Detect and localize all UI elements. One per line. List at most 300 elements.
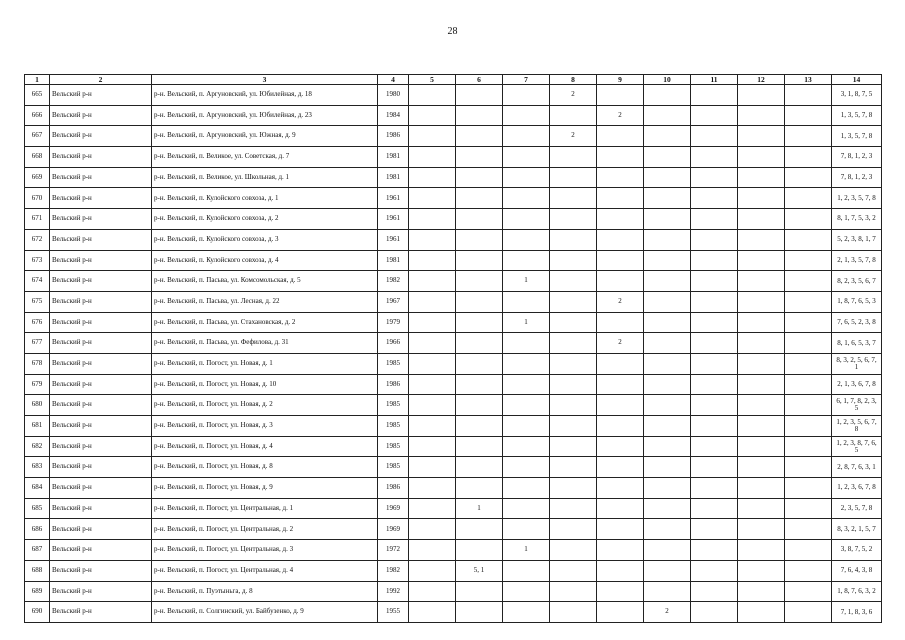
cell-col-2: Вельский р-н bbox=[50, 167, 152, 188]
cell-col-5 bbox=[409, 560, 456, 581]
cell-col-13 bbox=[785, 602, 832, 623]
cell-col-11 bbox=[691, 560, 738, 581]
cell-col-6 bbox=[456, 374, 503, 395]
table-row bbox=[25, 353, 882, 374]
cell-col-6 bbox=[456, 333, 503, 354]
cell-col-11 bbox=[691, 374, 738, 395]
cell-col-12 bbox=[738, 602, 785, 623]
cell-col-11 bbox=[691, 147, 738, 168]
cell-col-3: р-н. Вельский, п. Пасьва, ул. Фефилова, д. 31 bbox=[152, 333, 378, 354]
cell-col-1: 682 bbox=[25, 436, 50, 457]
table-row bbox=[25, 540, 882, 561]
cell-col-8 bbox=[550, 353, 597, 374]
cell-col-11 bbox=[691, 126, 738, 147]
cell-col-4: 1985 bbox=[378, 436, 409, 457]
cell-col-10 bbox=[644, 126, 691, 147]
cell-col-13 bbox=[785, 498, 832, 519]
cell-col-11 bbox=[691, 167, 738, 188]
cell-col-14: 7, 8, 1, 2, 3 bbox=[832, 167, 882, 188]
cell-col-12 bbox=[738, 250, 785, 271]
cell-col-1: 678 bbox=[25, 353, 50, 374]
cell-col-2: Вельский р-н bbox=[50, 85, 152, 106]
cell-col-6 bbox=[456, 457, 503, 478]
cell-col-8 bbox=[550, 147, 597, 168]
cell-col-12 bbox=[738, 105, 785, 126]
table-row bbox=[25, 250, 882, 271]
cell-col-2: Вельский р-н bbox=[50, 229, 152, 250]
column-header-11: 11 bbox=[691, 75, 738, 85]
cell-col-11 bbox=[691, 105, 738, 126]
cell-col-9 bbox=[597, 167, 644, 188]
cell-col-4: 1981 bbox=[378, 250, 409, 271]
cell-col-6 bbox=[456, 478, 503, 499]
cell-col-10 bbox=[644, 167, 691, 188]
table-row bbox=[25, 312, 882, 333]
cell-col-10 bbox=[644, 271, 691, 292]
cell-col-12 bbox=[738, 457, 785, 478]
column-header-6: 6 bbox=[456, 75, 503, 85]
cell-col-11 bbox=[691, 436, 738, 457]
cell-col-3: р-н. Вельский, п. Великое, ул. Советская, д. 7 bbox=[152, 147, 378, 168]
cell-col-4: 1985 bbox=[378, 395, 409, 416]
cell-col-3: р-н. Вельский, п. Погост, ул. Центральная, д. 1 bbox=[152, 498, 378, 519]
cell-col-12 bbox=[738, 540, 785, 561]
table-row bbox=[25, 85, 882, 106]
cell-col-10: 2 bbox=[644, 602, 691, 623]
cell-col-8 bbox=[550, 291, 597, 312]
cell-col-11 bbox=[691, 478, 738, 499]
cell-col-3: р-н. Вельский, п. Пасьва, ул. Стахановская, д. 2 bbox=[152, 312, 378, 333]
cell-col-2: Вельский р-н bbox=[50, 126, 152, 147]
cell-col-7 bbox=[503, 416, 550, 437]
cell-col-10 bbox=[644, 519, 691, 540]
cell-col-12 bbox=[738, 498, 785, 519]
cell-col-10 bbox=[644, 395, 691, 416]
cell-col-5 bbox=[409, 333, 456, 354]
cell-col-11 bbox=[691, 333, 738, 354]
cell-col-6 bbox=[456, 105, 503, 126]
cell-col-8 bbox=[550, 540, 597, 561]
cell-col-13 bbox=[785, 416, 832, 437]
column-header-14: 14 bbox=[832, 75, 882, 85]
cell-col-4: 1985 bbox=[378, 416, 409, 437]
cell-col-9 bbox=[597, 395, 644, 416]
cell-col-4: 1969 bbox=[378, 519, 409, 540]
cell-col-13 bbox=[785, 271, 832, 292]
column-header-9: 9 bbox=[597, 75, 644, 85]
cell-col-5 bbox=[409, 602, 456, 623]
cell-col-7 bbox=[503, 167, 550, 188]
cell-col-5 bbox=[409, 416, 456, 437]
cell-col-2: Вельский р-н bbox=[50, 581, 152, 602]
cell-col-5 bbox=[409, 519, 456, 540]
cell-col-13 bbox=[785, 519, 832, 540]
cell-col-3: р-н. Вельский, п. Кулойского совхоза, д. 3 bbox=[152, 229, 378, 250]
column-header-13: 13 bbox=[785, 75, 832, 85]
table-row bbox=[25, 478, 882, 499]
table-row bbox=[25, 105, 882, 126]
cell-col-11 bbox=[691, 602, 738, 623]
cell-col-11 bbox=[691, 188, 738, 209]
cell-col-3: р-н. Вельский, п. Погост, ул. Новая, д. 1 bbox=[152, 353, 378, 374]
cell-col-3: р-н. Вельский, п. Погост, ул. Центральная, д. 2 bbox=[152, 519, 378, 540]
cell-col-8 bbox=[550, 374, 597, 395]
cell-col-7: 1 bbox=[503, 540, 550, 561]
cell-col-8 bbox=[550, 167, 597, 188]
cell-col-12 bbox=[738, 519, 785, 540]
cell-col-13 bbox=[785, 188, 832, 209]
cell-col-4: 1985 bbox=[378, 353, 409, 374]
table-row bbox=[25, 436, 882, 457]
cell-col-13 bbox=[785, 147, 832, 168]
cell-col-7 bbox=[503, 333, 550, 354]
cell-col-13 bbox=[785, 436, 832, 457]
cell-col-1: 667 bbox=[25, 126, 50, 147]
table-row bbox=[25, 209, 882, 230]
cell-col-2: Вельский р-н bbox=[50, 312, 152, 333]
cell-col-3: р-н. Вельский, п. Пасьва, ул. Комсомольская, д. 5 bbox=[152, 271, 378, 292]
cell-col-9 bbox=[597, 416, 644, 437]
cell-col-2: Вельский р-н bbox=[50, 457, 152, 478]
cell-col-14: 1, 3, 5, 7, 8 bbox=[832, 105, 882, 126]
cell-col-12 bbox=[738, 229, 785, 250]
cell-col-6 bbox=[456, 436, 503, 457]
cell-col-4: 1979 bbox=[378, 312, 409, 333]
cell-col-3: р-н. Вельский, п. Погост, ул. Центральная, д. 4 bbox=[152, 560, 378, 581]
cell-col-12 bbox=[738, 478, 785, 499]
cell-col-6 bbox=[456, 581, 503, 602]
cell-col-7 bbox=[503, 602, 550, 623]
cell-col-12 bbox=[738, 147, 785, 168]
cell-col-13 bbox=[785, 395, 832, 416]
cell-col-2: Вельский р-н bbox=[50, 478, 152, 499]
cell-col-3: р-н. Вельский, п. Погост, ул. Новая, д. 4 bbox=[152, 436, 378, 457]
cell-col-10 bbox=[644, 229, 691, 250]
cell-col-9 bbox=[597, 353, 644, 374]
cell-col-6 bbox=[456, 209, 503, 230]
cell-col-9 bbox=[597, 209, 644, 230]
cell-col-2: Вельский р-н bbox=[50, 353, 152, 374]
cell-col-13 bbox=[785, 353, 832, 374]
cell-col-5 bbox=[409, 374, 456, 395]
table-row bbox=[25, 395, 882, 416]
cell-col-9 bbox=[597, 229, 644, 250]
cell-col-12 bbox=[738, 209, 785, 230]
cell-col-13 bbox=[785, 229, 832, 250]
table-row bbox=[25, 333, 882, 354]
cell-col-14: 8, 1, 7, 5, 3, 2 bbox=[832, 209, 882, 230]
cell-col-14: 7, 8, 1, 2, 3 bbox=[832, 147, 882, 168]
cell-col-13 bbox=[785, 291, 832, 312]
cell-col-7 bbox=[503, 250, 550, 271]
cell-col-2: Вельский р-н bbox=[50, 209, 152, 230]
cell-col-8 bbox=[550, 250, 597, 271]
cell-col-4: 1967 bbox=[378, 291, 409, 312]
cell-col-7 bbox=[503, 581, 550, 602]
cell-col-2: Вельский р-н bbox=[50, 519, 152, 540]
table-row bbox=[25, 498, 882, 519]
cell-col-10 bbox=[644, 353, 691, 374]
cell-col-14: 1, 8, 7, 6, 3, 2 bbox=[832, 581, 882, 602]
cell-col-14: 2, 1, 3, 5, 7, 8 bbox=[832, 250, 882, 271]
cell-col-14: 2, 1, 3, 6, 7, 8 bbox=[832, 374, 882, 395]
cell-col-5 bbox=[409, 540, 456, 561]
cell-col-11 bbox=[691, 229, 738, 250]
column-header-4: 4 bbox=[378, 75, 409, 85]
cell-col-6 bbox=[456, 353, 503, 374]
cell-col-1: 688 bbox=[25, 560, 50, 581]
cell-col-4: 1981 bbox=[378, 147, 409, 168]
cell-col-14: 7, 6, 4, 3, 8 bbox=[832, 560, 882, 581]
cell-col-9 bbox=[597, 457, 644, 478]
cell-col-4: 1981 bbox=[378, 167, 409, 188]
cell-col-2: Вельский р-н bbox=[50, 560, 152, 581]
cell-col-7 bbox=[503, 478, 550, 499]
table-row bbox=[25, 167, 882, 188]
cell-col-4: 1955 bbox=[378, 602, 409, 623]
cell-col-9 bbox=[597, 188, 644, 209]
cell-col-5 bbox=[409, 498, 456, 519]
cell-col-13 bbox=[785, 560, 832, 581]
cell-col-14: 8, 1, 6, 5, 3, 7 bbox=[832, 333, 882, 354]
cell-col-3: р-н. Вельский, п. Кулойского совхоза, д. 4 bbox=[152, 250, 378, 271]
cell-col-8 bbox=[550, 416, 597, 437]
cell-col-7 bbox=[503, 209, 550, 230]
cell-col-5 bbox=[409, 188, 456, 209]
cell-col-14: 2, 3, 5, 7, 8 bbox=[832, 498, 882, 519]
cell-col-2: Вельский р-н bbox=[50, 147, 152, 168]
cell-col-7: 1 bbox=[503, 312, 550, 333]
cell-col-9 bbox=[597, 374, 644, 395]
cell-col-14: 1, 3, 5, 7, 8 bbox=[832, 126, 882, 147]
cell-col-8: 2 bbox=[550, 126, 597, 147]
cell-col-14: 1, 2, 3, 5, 6, 7, 8 bbox=[832, 416, 882, 437]
cell-col-12 bbox=[738, 374, 785, 395]
cell-col-11 bbox=[691, 540, 738, 561]
cell-col-11 bbox=[691, 353, 738, 374]
cell-col-8 bbox=[550, 519, 597, 540]
cell-col-8 bbox=[550, 498, 597, 519]
cell-col-9: 2 bbox=[597, 291, 644, 312]
cell-col-10 bbox=[644, 478, 691, 499]
cell-col-5 bbox=[409, 271, 456, 292]
cell-col-12 bbox=[738, 353, 785, 374]
cell-col-4: 1982 bbox=[378, 271, 409, 292]
cell-col-12 bbox=[738, 291, 785, 312]
cell-col-1: 668 bbox=[25, 147, 50, 168]
cell-col-8 bbox=[550, 333, 597, 354]
cell-col-2: Вельский р-н bbox=[50, 395, 152, 416]
cell-col-3: р-н. Вельский, п. Кулойского совхоза, д. 1 bbox=[152, 188, 378, 209]
cell-col-10 bbox=[644, 457, 691, 478]
column-header-12: 12 bbox=[738, 75, 785, 85]
cell-col-14: 5, 2, 3, 8, 1, 7 bbox=[832, 229, 882, 250]
cell-col-5 bbox=[409, 147, 456, 168]
cell-col-10 bbox=[644, 85, 691, 106]
cell-col-11 bbox=[691, 519, 738, 540]
cell-col-14: 7, 1, 8, 3, 6 bbox=[832, 602, 882, 623]
cell-col-1: 672 bbox=[25, 229, 50, 250]
cell-col-5 bbox=[409, 457, 456, 478]
cell-col-6 bbox=[456, 540, 503, 561]
cell-col-3: р-н. Вельский, п. Пуэтыньга, д. 8 bbox=[152, 581, 378, 602]
cell-col-9 bbox=[597, 478, 644, 499]
cell-col-7 bbox=[503, 147, 550, 168]
cell-col-7 bbox=[503, 374, 550, 395]
cell-col-8 bbox=[550, 105, 597, 126]
cell-col-6: 1 bbox=[456, 498, 503, 519]
cell-col-13 bbox=[785, 478, 832, 499]
cell-col-12 bbox=[738, 188, 785, 209]
cell-col-11 bbox=[691, 85, 738, 106]
cell-col-3: р-н. Вельский, п. Погост, ул. Новая, д. 2 bbox=[152, 395, 378, 416]
page-number: 28 bbox=[447, 26, 458, 37]
cell-col-1: 689 bbox=[25, 581, 50, 602]
cell-col-9 bbox=[597, 85, 644, 106]
cell-col-13 bbox=[785, 457, 832, 478]
cell-col-1: 690 bbox=[25, 602, 50, 623]
cell-col-2: Вельский р-н bbox=[50, 188, 152, 209]
cell-col-8 bbox=[550, 312, 597, 333]
cell-col-2: Вельский р-н bbox=[50, 416, 152, 437]
cell-col-11 bbox=[691, 498, 738, 519]
cell-col-10 bbox=[644, 312, 691, 333]
cell-col-9: 2 bbox=[597, 105, 644, 126]
cell-col-12 bbox=[738, 126, 785, 147]
cell-col-9 bbox=[597, 126, 644, 147]
cell-col-7 bbox=[503, 353, 550, 374]
cell-col-10 bbox=[644, 147, 691, 168]
cell-col-7 bbox=[503, 498, 550, 519]
cell-col-13 bbox=[785, 167, 832, 188]
cell-col-5 bbox=[409, 312, 456, 333]
cell-col-14: 1, 2, 3, 6, 7, 8 bbox=[832, 478, 882, 499]
cell-col-1: 670 bbox=[25, 188, 50, 209]
cell-col-4: 1986 bbox=[378, 126, 409, 147]
cell-col-13 bbox=[785, 126, 832, 147]
cell-col-2: Вельский р-н bbox=[50, 602, 152, 623]
cell-col-11 bbox=[691, 209, 738, 230]
cell-col-7 bbox=[503, 560, 550, 581]
cell-col-1: 676 bbox=[25, 312, 50, 333]
cell-col-11 bbox=[691, 457, 738, 478]
cell-col-10 bbox=[644, 498, 691, 519]
cell-col-2: Вельский р-н bbox=[50, 250, 152, 271]
column-header-3: 3 bbox=[152, 75, 378, 85]
cell-col-6 bbox=[456, 167, 503, 188]
cell-col-12 bbox=[738, 416, 785, 437]
cell-col-10 bbox=[644, 374, 691, 395]
cell-col-1: 677 bbox=[25, 333, 50, 354]
cell-col-13 bbox=[785, 85, 832, 106]
cell-col-10 bbox=[644, 540, 691, 561]
cell-col-12 bbox=[738, 312, 785, 333]
cell-col-4: 1980 bbox=[378, 85, 409, 106]
cell-col-1: 680 bbox=[25, 395, 50, 416]
cell-col-12 bbox=[738, 395, 785, 416]
cell-col-9 bbox=[597, 540, 644, 561]
cell-col-8 bbox=[550, 436, 597, 457]
cell-col-8 bbox=[550, 581, 597, 602]
cell-col-4: 1984 bbox=[378, 105, 409, 126]
table-row bbox=[25, 147, 882, 168]
cell-col-5 bbox=[409, 478, 456, 499]
cell-col-11 bbox=[691, 250, 738, 271]
cell-col-4: 1986 bbox=[378, 478, 409, 499]
table-row bbox=[25, 271, 882, 292]
cell-col-12 bbox=[738, 560, 785, 581]
cell-col-11 bbox=[691, 271, 738, 292]
cell-col-14: 8, 2, 3, 5, 6, 7 bbox=[832, 271, 882, 292]
cell-col-8 bbox=[550, 188, 597, 209]
cell-col-1: 665 bbox=[25, 85, 50, 106]
cell-col-8 bbox=[550, 457, 597, 478]
table-row bbox=[25, 560, 882, 581]
cell-col-13 bbox=[785, 105, 832, 126]
cell-col-11 bbox=[691, 312, 738, 333]
cell-col-8: 2 bbox=[550, 85, 597, 106]
cell-col-9 bbox=[597, 581, 644, 602]
cell-col-8 bbox=[550, 560, 597, 581]
cell-col-6 bbox=[456, 229, 503, 250]
cell-col-7 bbox=[503, 105, 550, 126]
cell-col-1: 674 bbox=[25, 271, 50, 292]
cell-col-3: р-н. Вельский, п. Аргуновский, ул. Юбилейная, д. 23 bbox=[152, 105, 378, 126]
cell-col-10 bbox=[644, 188, 691, 209]
cell-col-1: 683 bbox=[25, 457, 50, 478]
cell-col-7 bbox=[503, 436, 550, 457]
cell-col-14: 7, 6, 5, 2, 3, 8 bbox=[832, 312, 882, 333]
cell-col-4: 1985 bbox=[378, 457, 409, 478]
cell-col-3: р-н. Вельский, п. Погост, ул. Новая, д. 8 bbox=[152, 457, 378, 478]
cell-col-3: р-н. Вельский, п. Аргуновский, ул. Юбилейная, д. 18 bbox=[152, 85, 378, 106]
cell-col-6 bbox=[456, 250, 503, 271]
cell-col-7 bbox=[503, 291, 550, 312]
cell-col-12 bbox=[738, 85, 785, 106]
cell-col-10 bbox=[644, 581, 691, 602]
cell-col-8 bbox=[550, 395, 597, 416]
cell-col-3: р-н. Вельский, п. Кулойского совхоза, д. 2 bbox=[152, 209, 378, 230]
cell-col-5 bbox=[409, 85, 456, 106]
cell-col-8 bbox=[550, 229, 597, 250]
cell-col-1: 673 bbox=[25, 250, 50, 271]
cell-col-14: 2, 8, 7, 6, 3, 1 bbox=[832, 457, 882, 478]
cell-col-12 bbox=[738, 436, 785, 457]
table-row bbox=[25, 457, 882, 478]
cell-col-4: 1986 bbox=[378, 374, 409, 395]
cell-col-14: 3, 1, 8, 7, 5 bbox=[832, 85, 882, 106]
cell-col-3: р-н. Вельский, п. Погост, ул. Новая, д. 9 bbox=[152, 478, 378, 499]
cell-col-5 bbox=[409, 126, 456, 147]
cell-col-9 bbox=[597, 250, 644, 271]
cell-col-8 bbox=[550, 602, 597, 623]
cell-col-13 bbox=[785, 333, 832, 354]
cell-col-4: 1982 bbox=[378, 560, 409, 581]
table-row bbox=[25, 188, 882, 209]
cell-col-1: 681 bbox=[25, 416, 50, 437]
cell-col-5 bbox=[409, 209, 456, 230]
cell-col-5 bbox=[409, 250, 456, 271]
cell-col-3: р-н. Вельский, п. Погост, ул. Новая, д. 10 bbox=[152, 374, 378, 395]
cell-col-2: Вельский р-н bbox=[50, 436, 152, 457]
cell-col-1: 687 bbox=[25, 540, 50, 561]
cell-col-7 bbox=[503, 229, 550, 250]
table-row bbox=[25, 581, 882, 602]
cell-col-6 bbox=[456, 519, 503, 540]
cell-col-2: Вельский р-н bbox=[50, 374, 152, 395]
cell-col-13 bbox=[785, 209, 832, 230]
cell-col-13 bbox=[785, 581, 832, 602]
